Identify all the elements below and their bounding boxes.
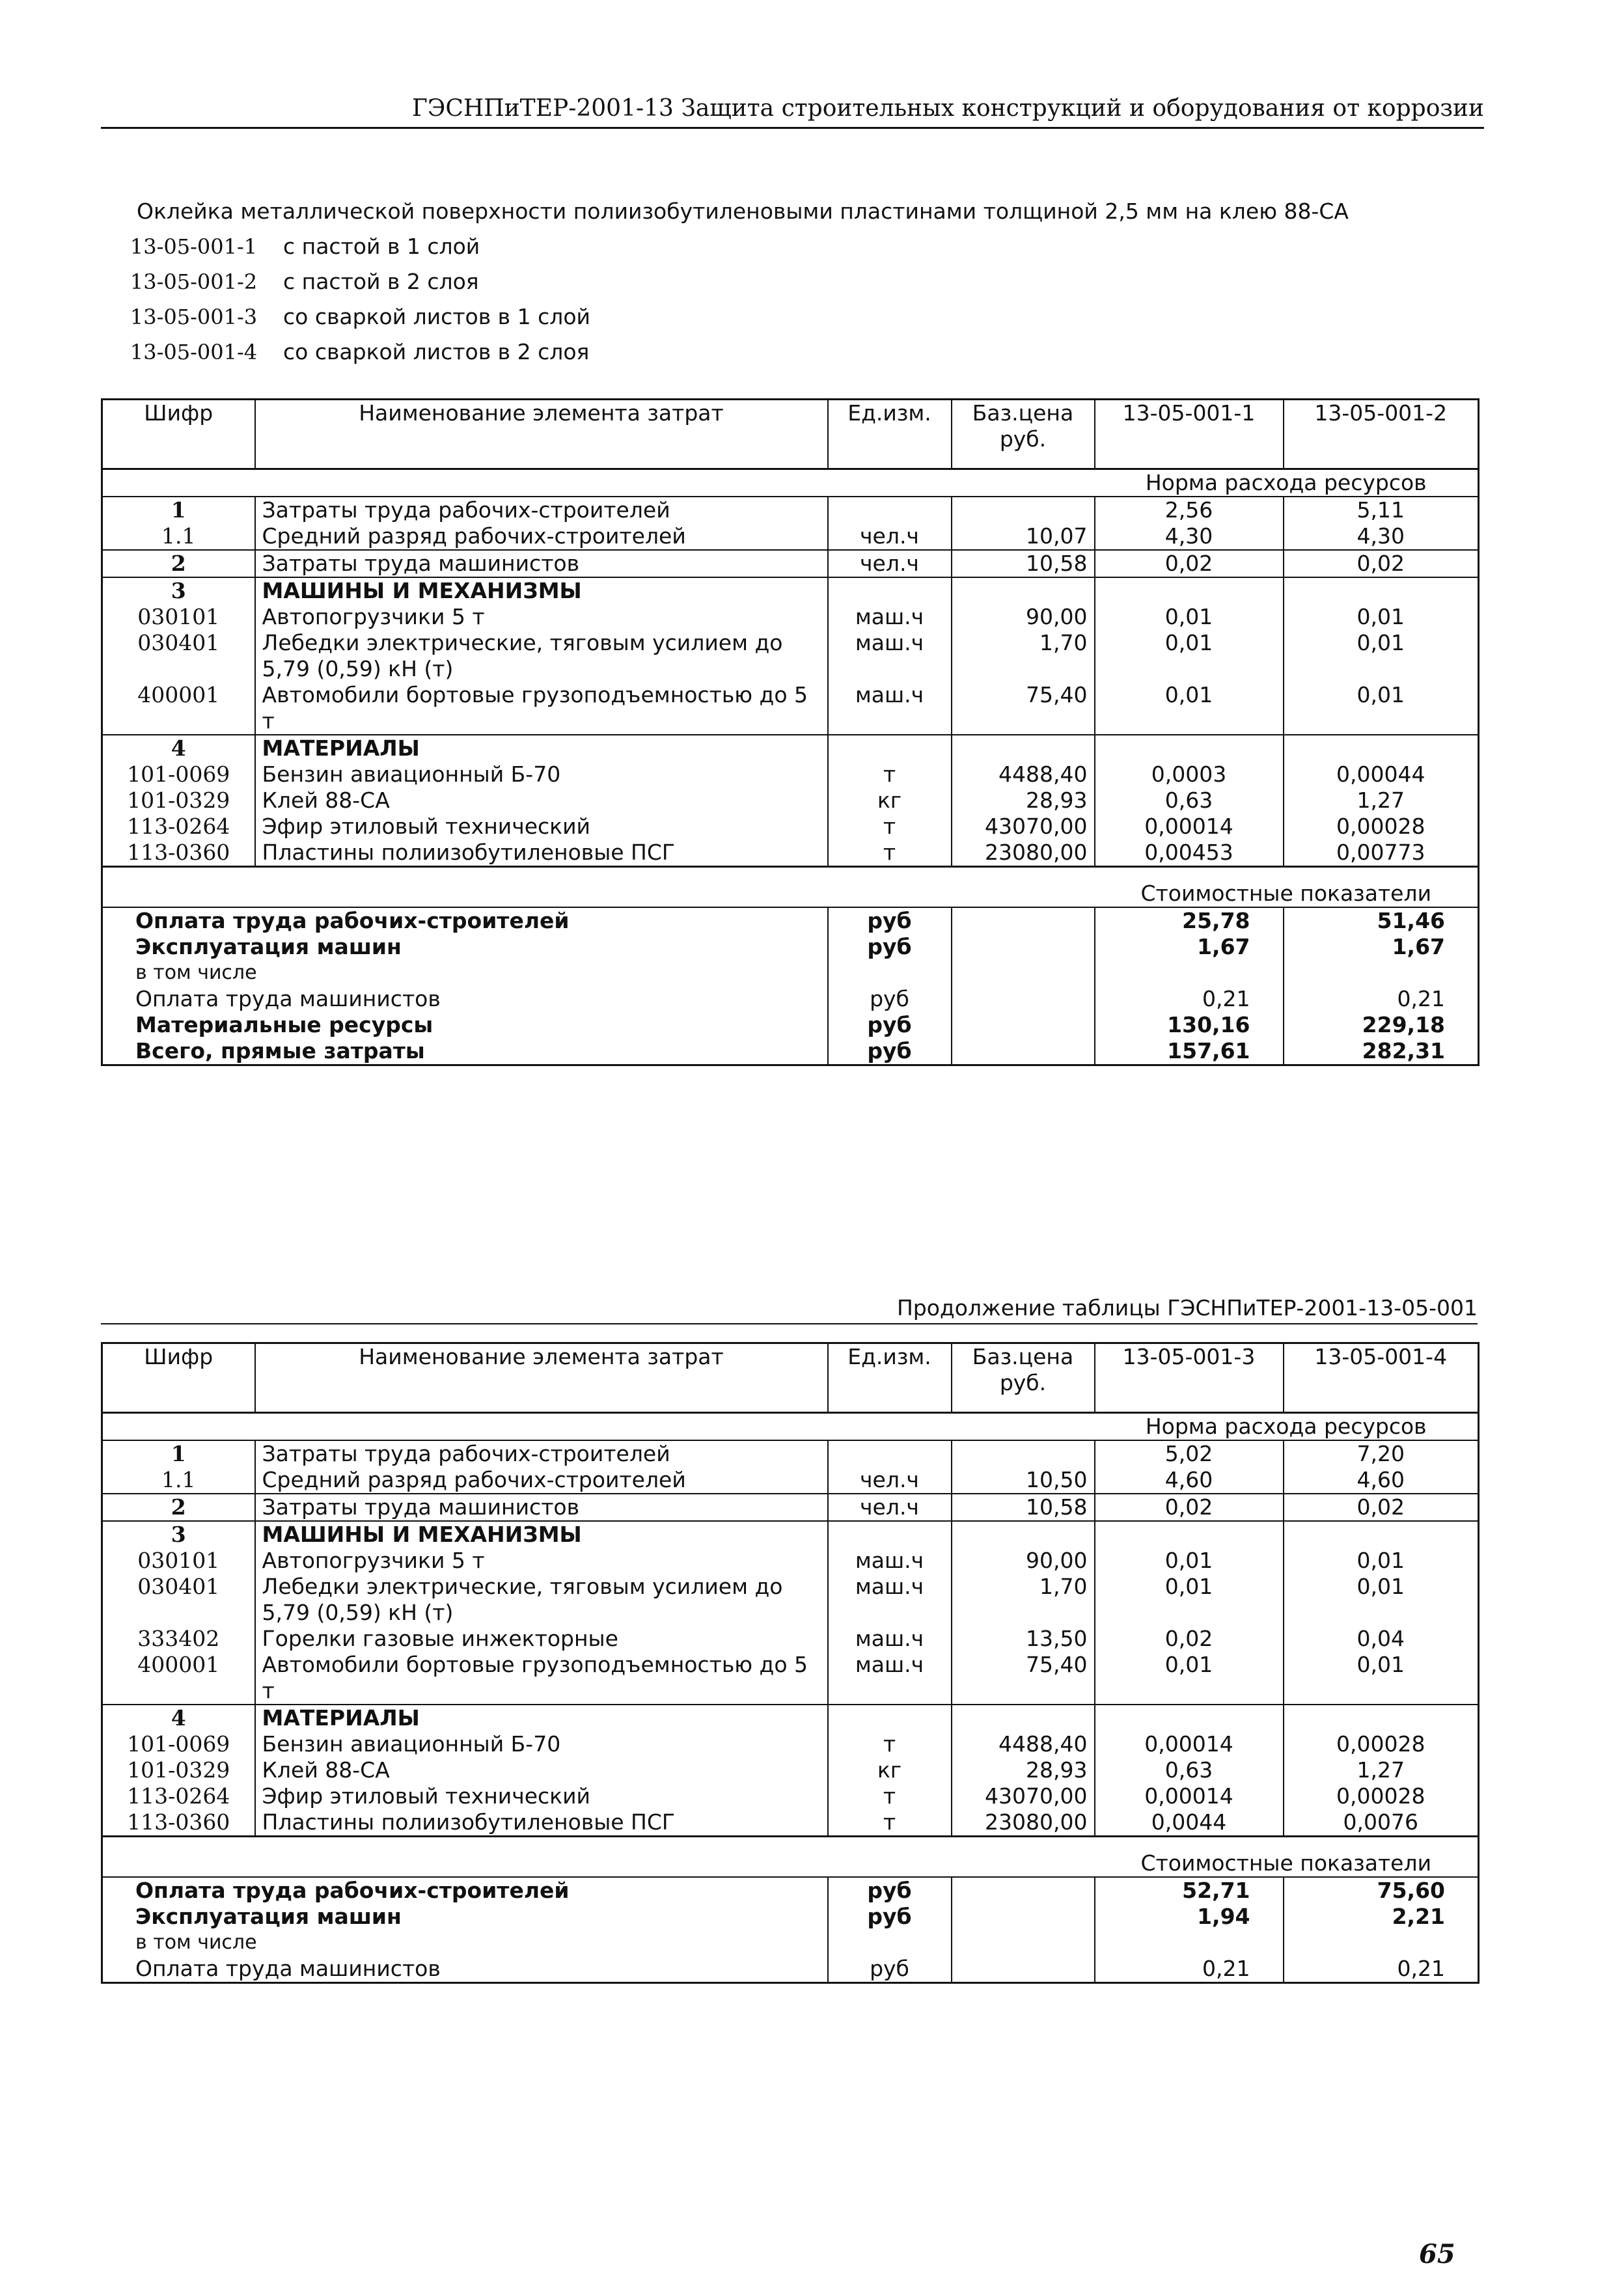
row-price: 43070,00 (952, 1783, 1095, 1809)
page-number: 65 (1419, 2239, 1455, 2269)
summary-value-1 (1095, 1930, 1284, 1956)
row-code: 030101 (102, 604, 255, 630)
cost-label: Стоимостные показатели (1095, 867, 1479, 908)
row-unit: маш.ч (828, 1652, 952, 1705)
row-name: Лебедки электрические, тяговым усилием до 5,79 (0,59) кН (т) (255, 1574, 828, 1626)
row-unit: чел.ч (828, 523, 952, 550)
intro-item-text: с пастой в 2 слоя (283, 269, 479, 294)
row-price (952, 577, 1095, 604)
running-header: ГЭСНПиТЕР-2001-13 Защита строительных конструкций и оборудования от коррозии (101, 95, 1484, 129)
header-code: Шифр (102, 1343, 255, 1413)
row-unit: кг (828, 788, 952, 814)
intro-item-code: 13-05-001-1 (130, 234, 258, 259)
row-value-1: 0,02 (1095, 1494, 1284, 1521)
cost-label: Стоимостные показатели (1095, 1837, 1479, 1878)
summary-value-1: 157,61 (1095, 1038, 1284, 1065)
row-unit (828, 1521, 952, 1548)
row-price: 1,70 (952, 1574, 1095, 1626)
row-price: 13,50 (952, 1626, 1095, 1652)
summary-value-1 (1095, 960, 1284, 986)
row-unit: маш.ч (828, 682, 952, 735)
header-price: Баз.цена руб. (952, 1343, 1095, 1413)
row-value-2 (1284, 1705, 1479, 1731)
row-price: 75,40 (952, 1652, 1095, 1705)
summary-unit (828, 960, 952, 986)
row-value-1: 0,0003 (1095, 761, 1284, 788)
row-code: 101-0329 (102, 788, 255, 814)
summary-unit: руб (828, 1877, 952, 1904)
row-price: 28,93 (952, 788, 1095, 814)
row-value-1: 0,00014 (1095, 1731, 1284, 1757)
row-code: 4 (102, 1705, 255, 1731)
row-value-1 (1095, 1521, 1284, 1548)
table-row (102, 497, 1479, 523)
row-code: 1 (102, 497, 255, 523)
row-name: Автомобили бортовые грузоподъемностью до 5 т (255, 1652, 828, 1705)
summary-value-2: 75,60 (1377, 1878, 1445, 1903)
table-row (102, 1467, 1479, 1494)
row-value-1: 0,01 (1095, 604, 1284, 630)
intro-item-code: 13-05-001-3 (130, 305, 258, 329)
row-unit: маш.ч (828, 1626, 952, 1652)
row-value-1 (1095, 1705, 1284, 1731)
section-intro (104, 194, 1349, 370)
summary-unit: руб (828, 986, 952, 1012)
row-code: 101-0069 (102, 1731, 255, 1757)
summary-row (102, 934, 1479, 960)
row-price: 4488,40 (952, 761, 1095, 788)
header-name: Наименование элемента затрат (255, 400, 828, 469)
table-header-row (102, 400, 1479, 469)
row-price: 10,50 (952, 1467, 1095, 1494)
row-price: 28,93 (952, 1757, 1095, 1783)
row-price: 1,70 (952, 630, 1095, 682)
row-value-1: 2,56 (1095, 497, 1284, 523)
table-row (102, 840, 1479, 867)
intro-item-text: со сваркой листов в 1 слой (283, 304, 590, 329)
row-unit: т (828, 1731, 952, 1757)
summary-value-2: 2,21 (1392, 1904, 1445, 1929)
table-row (102, 1521, 1479, 1548)
row-price: 10,58 (952, 550, 1095, 577)
table-row (102, 1548, 1479, 1574)
row-value-2: 1,27 (1356, 788, 1405, 813)
summary-name: Оплата труда рабочих-строителей (102, 907, 828, 934)
row-code: 113-0264 (102, 814, 255, 840)
row-value-1: 0,02 (1095, 550, 1284, 577)
row-name: МАШИНЫ И МЕХАНИЗМЫ (255, 1521, 828, 1548)
row-value-1: 0,01 (1095, 1652, 1284, 1705)
row-price: 10,58 (952, 1494, 1095, 1521)
row-name: Лебедки электрические, тяговым усилием до 5,79 (0,59) кН (т) (255, 630, 828, 682)
row-price (952, 1521, 1095, 1548)
row-name: Эфир этиловый технический (255, 1783, 828, 1809)
row-unit (828, 735, 952, 761)
row-name: МАШИНЫ И МЕХАНИЗМЫ (255, 577, 828, 604)
summary-value-2: 282,31 (1362, 1038, 1445, 1063)
row-value-2: 7,20 (1356, 1441, 1405, 1466)
summary-name: Всего, прямые затраты (102, 1038, 828, 1065)
table-row (102, 523, 1479, 550)
summary-unit: руб (828, 934, 952, 960)
row-value-1: 0,63 (1095, 1757, 1284, 1783)
summary-value-1: 25,78 (1095, 907, 1284, 934)
row-value-1 (1095, 577, 1284, 604)
row-value-1: 0,01 (1095, 630, 1284, 682)
table-row (102, 550, 1479, 577)
intro-item-code: 13-05-001-4 (130, 340, 258, 364)
table-header-row (102, 1343, 1479, 1413)
row-value-1: 4,30 (1095, 523, 1284, 550)
summary-value-2: 0,21 (1397, 1956, 1445, 1981)
row-unit: т (828, 840, 952, 867)
row-price: 23080,00 (952, 1809, 1095, 1837)
summary-row (102, 1956, 1479, 1983)
row-code: 333402 (102, 1626, 255, 1652)
row-unit: чел.ч (828, 550, 952, 577)
summary-price (952, 907, 1095, 934)
summary-price (952, 1877, 1095, 1904)
summary-value-2: 1,67 (1392, 934, 1445, 959)
row-value-1: 0,00014 (1095, 1783, 1284, 1809)
norm-label-row (102, 469, 1479, 497)
row-unit: чел.ч (828, 1467, 952, 1494)
row-unit: кг (828, 1757, 952, 1783)
header-price: Баз.цена руб. (952, 400, 1095, 469)
row-price: 10,07 (952, 523, 1095, 550)
row-unit (828, 497, 952, 523)
table-row (102, 577, 1479, 604)
table-row (102, 1757, 1479, 1783)
row-name: Клей 88-СА (255, 788, 828, 814)
row-value-1: 0,01 (1095, 1548, 1284, 1574)
summary-row (102, 1877, 1479, 1904)
table-row (102, 1626, 1479, 1652)
header-col-1: 13-05-001-1 (1095, 400, 1284, 469)
row-value-2: 4,30 (1356, 523, 1405, 549)
section-title: Оклейка металлической поверхности полиизобутиленовыми пластинами толщиной 2,5 мм на клею 88-СА (137, 199, 1349, 224)
norm-label: Норма расхода ресурсов (1095, 469, 1479, 497)
summary-price (952, 986, 1095, 1012)
cost-label-row (102, 1837, 1479, 1878)
row-value-2: 4,60 (1356, 1467, 1405, 1492)
row-unit: маш.ч (828, 1574, 952, 1626)
table-row (102, 604, 1479, 630)
intro-item (104, 335, 1349, 370)
norm-label-row (102, 1413, 1479, 1441)
summary-price (952, 960, 1095, 986)
row-code: 030101 (102, 1548, 255, 1574)
summary-value-2 (1284, 1930, 1479, 1956)
table-row (102, 682, 1479, 735)
cost-label-row (102, 867, 1479, 908)
row-unit: чел.ч (828, 1494, 952, 1521)
row-value-2: 1,27 (1356, 1757, 1405, 1783)
row-value-2: 0,02 (1284, 1494, 1479, 1521)
summary-name: в том числе (102, 960, 828, 986)
row-name: Затраты труда машинистов (255, 550, 828, 577)
row-value-2 (1284, 735, 1479, 761)
row-value-2: 0,04 (1356, 1626, 1405, 1651)
summary-value-1: 130,16 (1095, 1012, 1284, 1038)
spacer (102, 1413, 1095, 1441)
summary-value-1: 0,21 (1095, 986, 1284, 1012)
row-code: 030401 (102, 630, 255, 682)
row-value-2: 0,00028 (1336, 1783, 1425, 1809)
row-price (952, 1440, 1095, 1467)
row-code: 1 (102, 1440, 255, 1467)
summary-row (102, 960, 1479, 986)
row-code: 400001 (102, 1652, 255, 1705)
row-name: Клей 88-СА (255, 1757, 828, 1783)
header-col-2: 13-05-001-4 (1284, 1343, 1479, 1413)
summary-row (102, 1904, 1479, 1930)
row-price: 90,00 (952, 604, 1095, 630)
summary-price (952, 934, 1095, 960)
summary-value-1: 0,21 (1095, 1956, 1284, 1983)
summary-unit: руб (828, 1012, 952, 1038)
row-value-1: 0,00014 (1095, 814, 1284, 840)
row-code: 3 (102, 1521, 255, 1548)
row-value-2: 5,11 (1356, 497, 1405, 523)
row-value-2: 0,01 (1356, 1548, 1405, 1573)
summary-row (102, 986, 1479, 1012)
row-value-2 (1284, 1521, 1479, 1548)
row-value-2: 0,01 (1356, 1652, 1405, 1677)
row-unit: т (828, 1783, 952, 1809)
norm-label: Норма расхода ресурсов (1095, 1413, 1479, 1441)
row-code: 2 (102, 550, 255, 577)
row-value-2: 0,0076 (1343, 1809, 1418, 1835)
table-row (102, 630, 1479, 682)
row-unit: т (828, 761, 952, 788)
row-price: 75,40 (952, 682, 1095, 735)
summary-name: Оплата труда рабочих-строителей (102, 1877, 828, 1904)
resource-table-1 (101, 398, 1479, 1066)
summary-price (952, 1038, 1095, 1065)
row-name: МАТЕРИАЛЫ (255, 735, 828, 761)
summary-row (102, 1012, 1479, 1038)
row-price: 90,00 (952, 1548, 1095, 1574)
table-row (102, 1783, 1479, 1809)
row-unit: т (828, 1809, 952, 1837)
summary-name: Эксплуатация машин (102, 934, 828, 960)
spacer (102, 867, 1095, 908)
row-value-1: 0,01 (1095, 682, 1284, 735)
row-name: Автопогрузчики 5 т (255, 604, 828, 630)
summary-unit (828, 1930, 952, 1956)
row-code: 4 (102, 735, 255, 761)
header-unit: Ед.изм. (828, 400, 952, 469)
row-value-2: 0,01 (1356, 604, 1405, 629)
row-unit (828, 1440, 952, 1467)
row-name: Затраты труда рабочих-строителей (255, 1440, 828, 1467)
row-name: Затраты труда рабочих-строителей (255, 497, 828, 523)
row-unit (828, 1705, 952, 1731)
row-price (952, 1705, 1095, 1731)
table-row (102, 1705, 1479, 1731)
summary-price (952, 1956, 1095, 1983)
row-value-1 (1095, 735, 1284, 761)
row-name: Пластины полиизобутиленовые ПСГ (255, 1809, 828, 1837)
summary-value-1: 52,71 (1095, 1877, 1284, 1904)
summary-price (952, 1930, 1095, 1956)
row-code: 113-0360 (102, 840, 255, 867)
summary-name: в том числе (102, 1930, 828, 1956)
row-value-2: 0,00028 (1336, 814, 1425, 839)
intro-item (104, 299, 1349, 335)
row-value-2 (1284, 577, 1479, 604)
row-price (952, 497, 1095, 523)
row-name: Затраты труда машинистов (255, 1494, 828, 1521)
row-name: Пластины полиизобутиленовые ПСГ (255, 840, 828, 867)
summary-value-1: 1,94 (1095, 1904, 1284, 1930)
header-col-1: 13-05-001-3 (1095, 1343, 1284, 1413)
summary-name: Эксплуатация машин (102, 1904, 828, 1930)
row-price: 4488,40 (952, 1731, 1095, 1757)
table-row (102, 1574, 1479, 1626)
row-code: 113-0264 (102, 1783, 255, 1809)
summary-unit: руб (828, 1956, 952, 1983)
row-value-2: 0,00028 (1336, 1731, 1425, 1757)
row-value-2: 0,01 (1356, 1574, 1405, 1599)
row-name: Автопогрузчики 5 т (255, 1548, 828, 1574)
row-value-1: 0,02 (1095, 1626, 1284, 1652)
row-unit: маш.ч (828, 604, 952, 630)
spacer (102, 469, 1095, 497)
summary-unit: руб (828, 907, 952, 934)
summary-value-1: 1,67 (1095, 934, 1284, 960)
intro-item-text: с пастой в 1 слой (283, 234, 480, 259)
row-value-2: 0,01 (1356, 630, 1405, 655)
intro-item-text: со сваркой листов в 2 слоя (283, 339, 590, 364)
summary-value-2: 229,18 (1362, 1012, 1445, 1037)
row-name: Бензин авиационный Б-70 (255, 1731, 828, 1757)
row-code: 030401 (102, 1574, 255, 1626)
table-row (102, 735, 1479, 761)
row-name: Средний разряд рабочих-строителей (255, 1467, 828, 1494)
row-value-1: 0,00453 (1095, 840, 1284, 867)
row-value-1: 0,63 (1095, 788, 1284, 814)
row-price: 23080,00 (952, 840, 1095, 867)
spacer (102, 1837, 1095, 1878)
row-code: 113-0360 (102, 1809, 255, 1837)
table-row (102, 761, 1479, 788)
row-value-2: 0,00773 (1336, 840, 1425, 865)
summary-row (102, 907, 1479, 934)
table-row (102, 1731, 1479, 1757)
row-code: 1.1 (102, 523, 255, 550)
summary-value-2: 51,46 (1377, 908, 1445, 933)
table-row (102, 1652, 1479, 1705)
row-value-2: 0,01 (1356, 682, 1405, 707)
summary-row (102, 1930, 1479, 1956)
intro-item-code: 13-05-001-2 (130, 269, 258, 294)
row-unit (828, 577, 952, 604)
row-code: 1.1 (102, 1467, 255, 1494)
row-unit: маш.ч (828, 1548, 952, 1574)
continuation-caption: Продолжение таблицы ГЭСНПиТЕР-2001-13-05-001 (101, 1295, 1478, 1324)
header-col-2: 13-05-001-2 (1284, 400, 1479, 469)
row-price: 43070,00 (952, 814, 1095, 840)
summary-price (952, 1012, 1095, 1038)
summary-name: Оплата труда машинистов (102, 986, 828, 1012)
row-code: 3 (102, 577, 255, 604)
intro-item (104, 264, 1349, 299)
summary-name: Оплата труда машинистов (102, 1956, 828, 1983)
row-value-1: 5,02 (1095, 1440, 1284, 1467)
summary-name: Материальные ресурсы (102, 1012, 828, 1038)
row-value-2: 0,02 (1284, 550, 1479, 577)
summary-unit: руб (828, 1038, 952, 1065)
summary-value-2: 0,21 (1397, 986, 1445, 1011)
summary-value-2 (1284, 960, 1479, 986)
row-name: Эфир этиловый технический (255, 814, 828, 840)
intro-item (104, 229, 1349, 264)
header-code: Шифр (102, 400, 255, 469)
row-value-2: 0,00044 (1336, 761, 1425, 787)
row-unit: маш.ч (828, 630, 952, 682)
row-name: Автомобили бортовые грузоподъемностью до 5 т (255, 682, 828, 735)
row-unit: т (828, 814, 952, 840)
row-code: 101-0329 (102, 1757, 255, 1783)
table-row (102, 1494, 1479, 1521)
table-row (102, 814, 1479, 840)
table-row (102, 1809, 1479, 1837)
row-value-1: 0,0044 (1095, 1809, 1284, 1837)
row-code: 2 (102, 1494, 255, 1521)
summary-price (952, 1904, 1095, 1930)
row-price (952, 735, 1095, 761)
table-row (102, 1440, 1479, 1467)
row-name: Средний разряд рабочих-строителей (255, 523, 828, 550)
resource-table-2 (101, 1342, 1479, 1984)
row-code: 101-0069 (102, 761, 255, 788)
row-name: Горелки газовые инжекторные (255, 1626, 828, 1652)
row-value-1: 0,01 (1095, 1574, 1284, 1626)
table-row (102, 788, 1479, 814)
header-unit: Ед.изм. (828, 1343, 952, 1413)
row-code: 400001 (102, 682, 255, 735)
row-name: Бензин авиационный Б-70 (255, 761, 828, 788)
row-value-1: 4,60 (1095, 1467, 1284, 1494)
header-name: Наименование элемента затрат (255, 1343, 828, 1413)
row-name: МАТЕРИАЛЫ (255, 1705, 828, 1731)
summary-row (102, 1038, 1479, 1065)
summary-unit: руб (828, 1904, 952, 1930)
